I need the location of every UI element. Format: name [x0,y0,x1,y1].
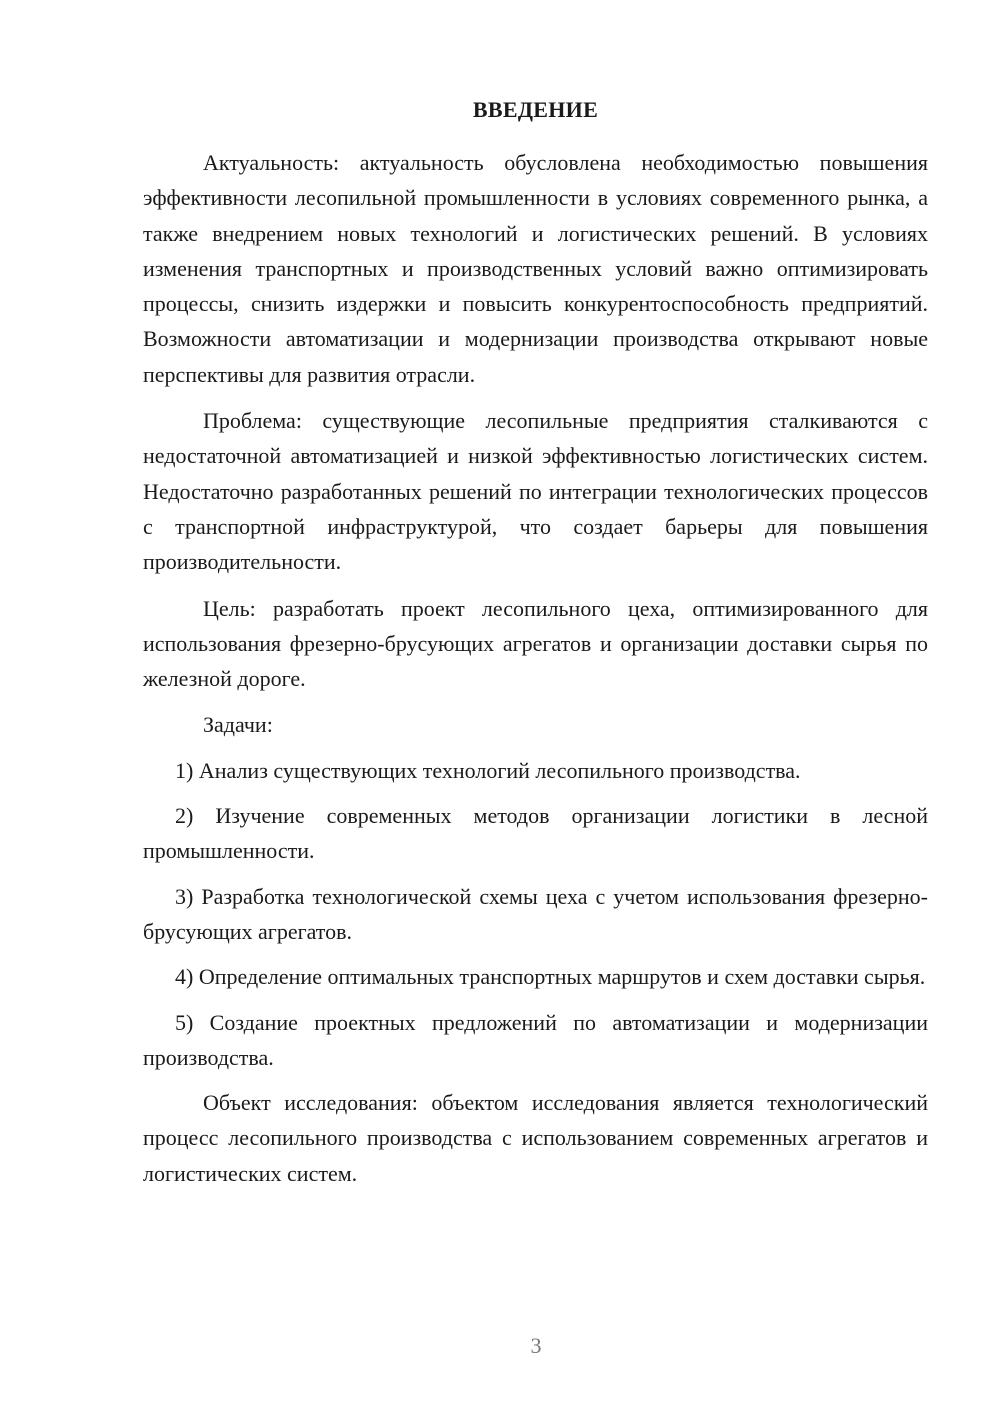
task-item-4: 4) Определение оптимальных транспортных маршрутов и схем доставки сырья. [175,964,926,990]
tasks-heading: Задачи: [203,712,273,738]
paragraph-goal: Цель: разработать проект лесопильного цеха, оптимизированного для использования фрезерно-брусующих агрегатов и организации доставки сырья по железной дороге. [143,595,928,692]
task-item-3: 3) Разработка технологической схемы цеха с учетом использования фрезерно-брусующих агрегатов. [143,883,928,944]
page-number: 3 [530,1333,542,1358]
paragraph-object: Объект исследования: объектом исследования является технологический процесс лесопильного производства с использованием современных агрегатов и логистических систем. [143,1090,928,1186]
section-title: ВВЕДЕНИЕ [472,97,599,122]
task-item-1: 1) Анализ существующих технологий лесопильного производства. [175,757,801,783]
paragraph-relevance: Актуальность: актуальность обусловлена необходимостью повышения эффективности лесопильной промышленности в условиях современного рынка, а также внедрением новых технологий и логистических решений. В условиях изменения транспортных и производственных условий важно оптимизировать процессы, снизить издержки и повысить конкурентоспособность предприятий. Возможности автоматизации и модернизации производства открывают новые перспективы для развития отрасли. [143,150,928,387]
task-item-2: 2) Изучение современных методов организации логистики в лесной промышленности. [143,803,928,864]
task-item-5: 5) Создание проектных предложений по автоматизации и модернизации производства. [143,1009,928,1070]
document-page [143,95,928,1191]
paragraph-problem: Проблема: существующие лесопильные предприятия сталкиваются с недостаточной автоматизацией и низкой эффективностью логистических систем. Недостаточно разработанных решений по интеграции технологических процессов с транспортной инфраструктурой, что создает барьеры для повышения производительности. [143,408,928,575]
